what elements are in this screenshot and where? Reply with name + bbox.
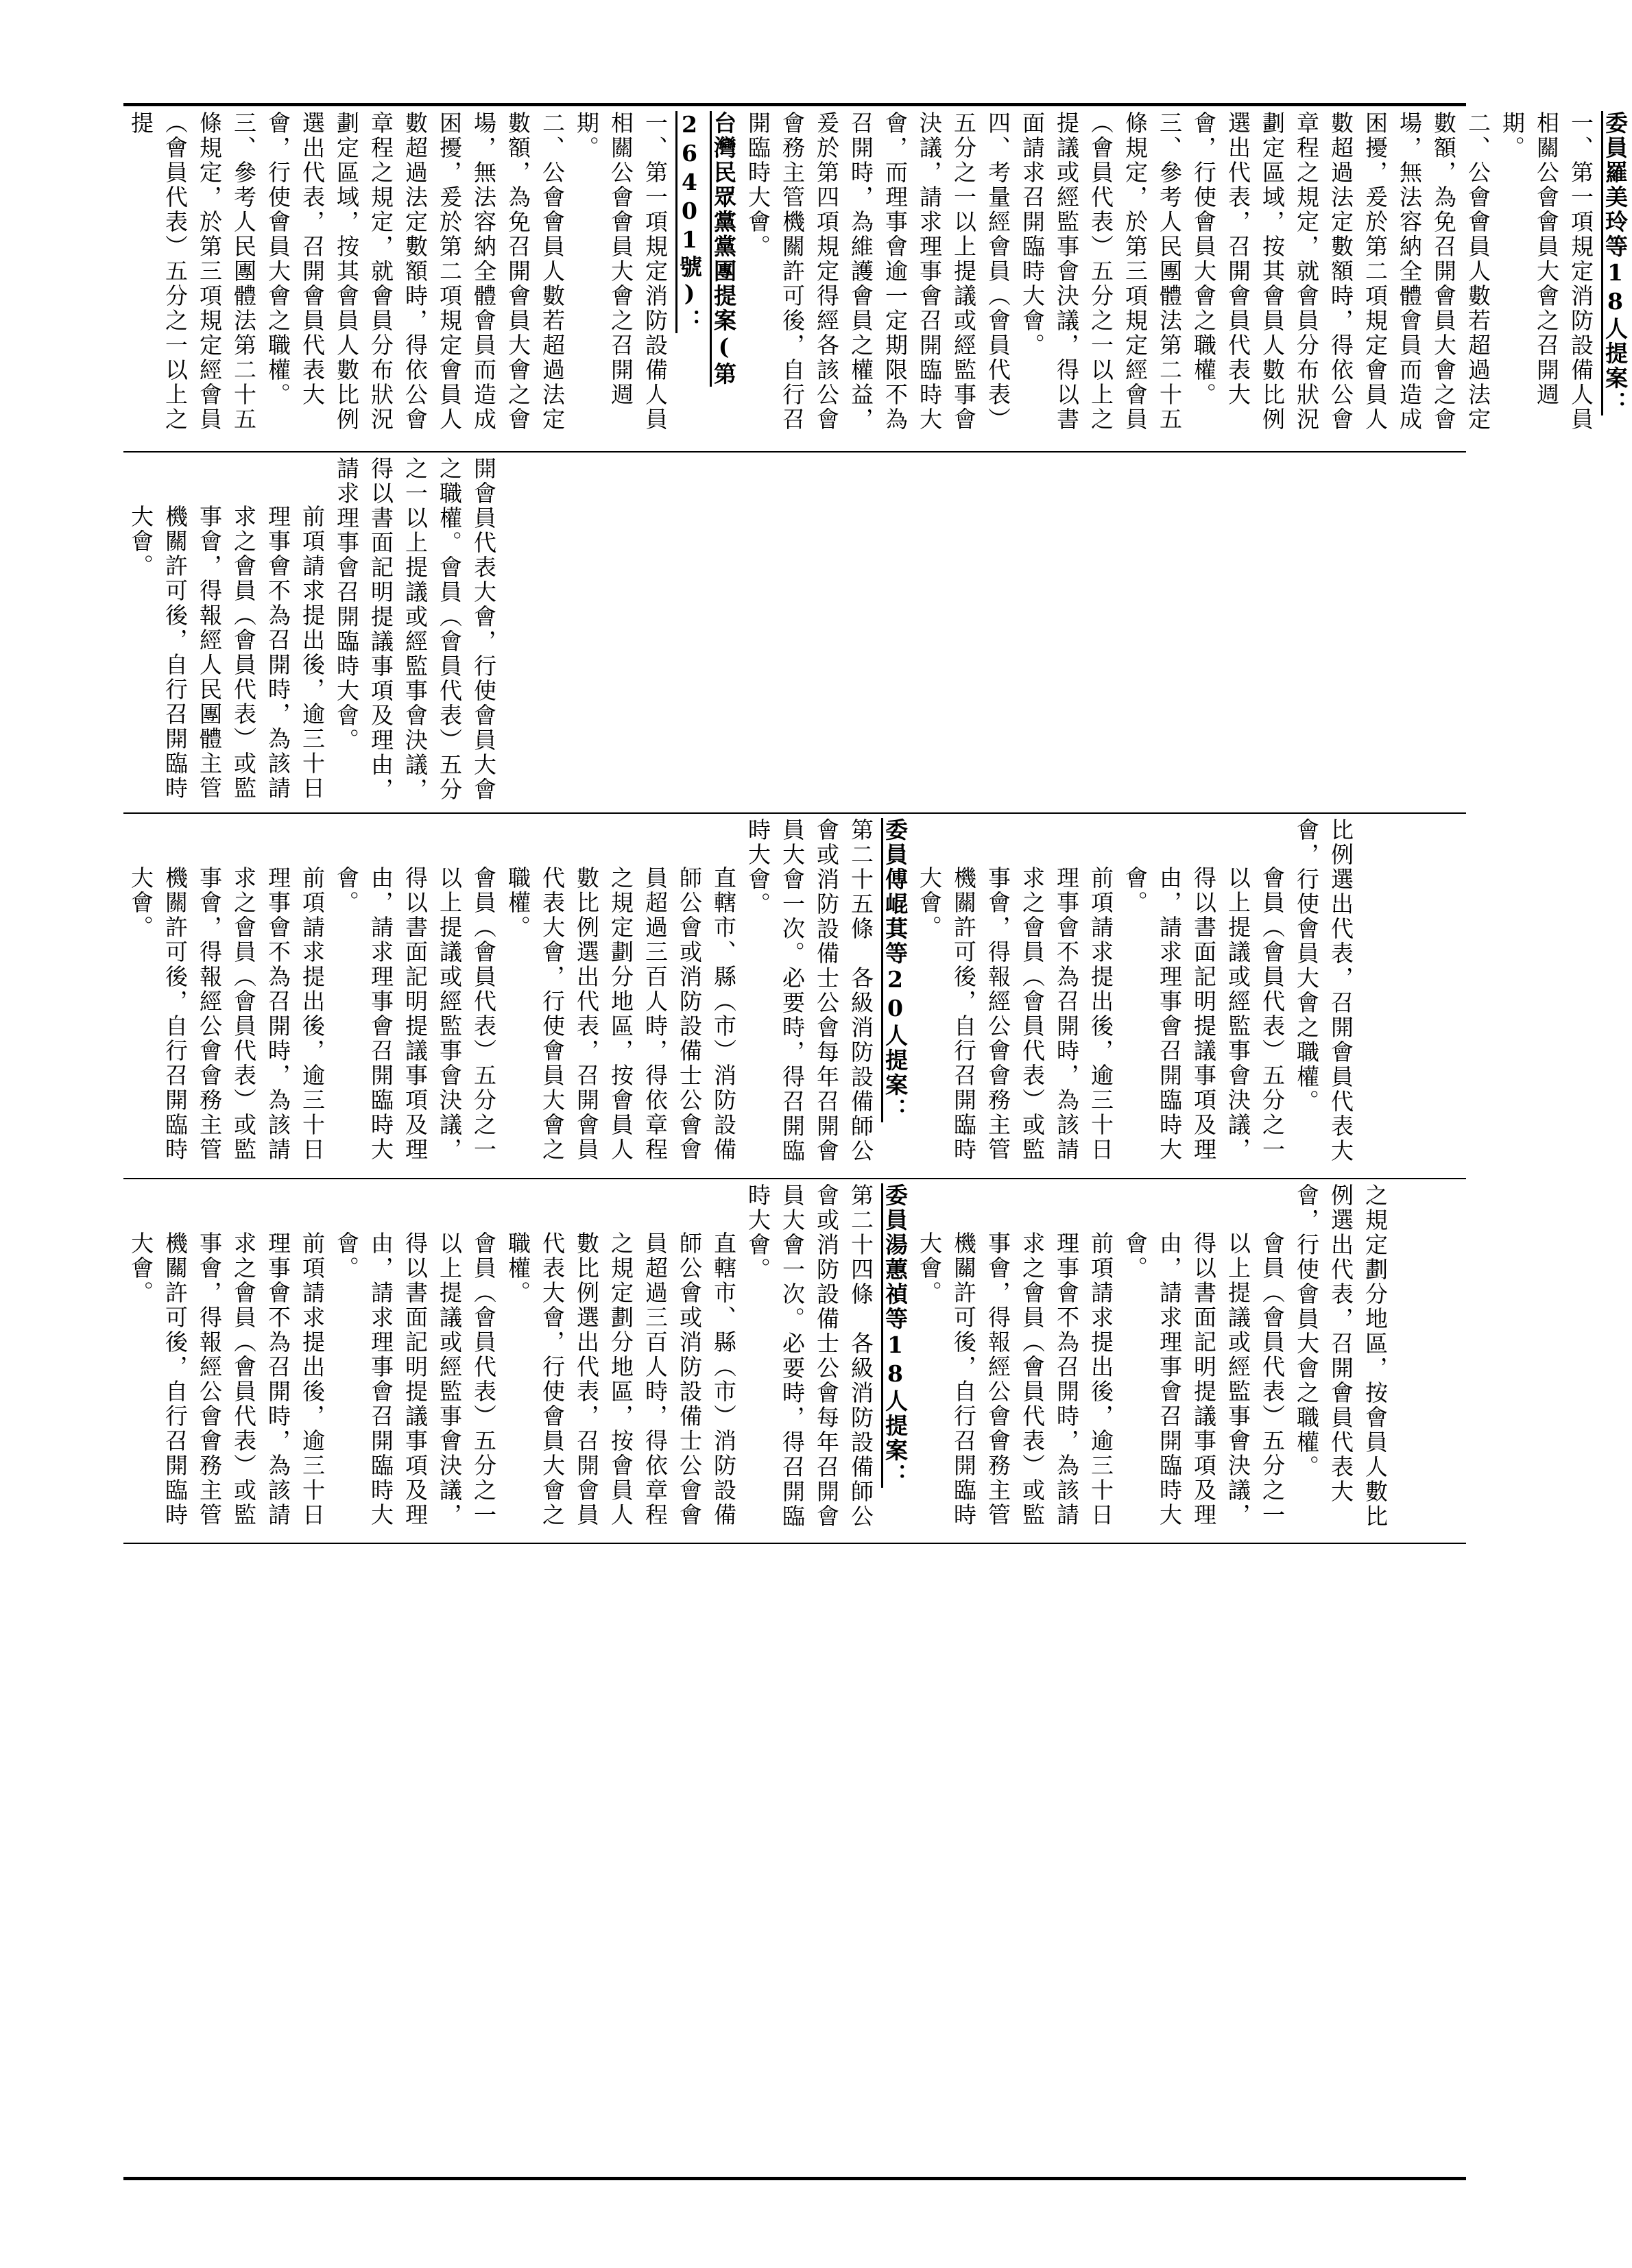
row-divider-1 — [123, 451, 1466, 453]
explanation-text — [123, 111, 1632, 447]
paragraph: 前項請求提出後，逾三十日理事會不為召開時，為該請求之會員（會員代表）或監事會，得報經人民團體主管機關許可後，自行召開臨時大會。 — [128, 505, 326, 801]
paragraph: 直轄市、縣（市）消防設備師公會或消防設備士公會會員超過三百人時，得依章程之規定劃分地區，按會員人數比例選出代表，召開會員代表大會，行使會員大會之職權。 — [505, 1231, 737, 1528]
paragraph: 一、第一項規定消防設備人員相關公會會員大會之召開週期。 — [1499, 111, 1594, 432]
row-divider-2 — [123, 812, 1466, 814]
paragraph: 二、公會會員人數若超過法定數額，為免召開會員大會之會場，無法容納全體會員而造成困擾，爰於第二項規定會員人數超過法定數額時，得依公會章程之規定，就會員分布狀況劃定區域，按其會員人數比例選出代表，召開會員代表大會，行使會員大會之職權。 — [1190, 111, 1491, 432]
current-law-text — [123, 457, 501, 808]
bottom-rule — [123, 2177, 1466, 2180]
proposal-title: 台灣民眾黨黨團提案(第26401號)： — [676, 111, 737, 387]
paragraph: 前項請求提出後，逾三十日理事會不為召開時，為該請求之會員（會員代表）或監事會，得報經公會會務主管機關許可後，自行召開臨時大會。 — [128, 866, 326, 1162]
table-row-current-law — [123, 457, 1466, 808]
row-divider-3 — [123, 1178, 1466, 1179]
paragraph: 會員（會員代表）五分之一以上提議或經監事會決議，得以書面記明提議事項及理由，請求理事會召開臨時大會。 — [1122, 866, 1286, 1162]
paragraph: 二、公會會員人數若超過法定數額，為免召開會員大會之會場，無法容納全體會員而造成困擾，爰於第二項規定會員人數超過法定數額時，得依公會章程之規定，就會員分布狀況劃定區域，按其會員人數比例選出代表，召開會員代表大會，行使會員大會之職權。 — [265, 111, 566, 432]
proposal-a-text — [123, 818, 1358, 1173]
paragraph: 四、考量經會員（會員代表）五分之一以上提議或經監事會決議，請求理事會召開臨時大會，而理事會逾一定期限不為召開時，為維護會員之權益，爰於第四項規定得經各該公會會務主管機關許可後，自行召開臨時大會。 — [745, 111, 1011, 432]
paragraph: 第二十五條 各級消防設備師公會或消防設備士公會每年召開會員大會一次。必要時，得召開臨時大會。 — [745, 818, 874, 1163]
proposal-title: 委員羅美玲等18人提案： — [1602, 111, 1629, 415]
top-rule — [123, 103, 1466, 106]
proposal-title: 委員湯蕙禎等18人提案： — [882, 1183, 909, 1488]
proposal-title: 委員傅崐萁等20人提案： — [882, 818, 909, 1122]
table-row-proposal-b — [123, 1183, 1466, 1539]
paragraph: 第二十四條 各級消防設備師公會或消防設備士公會每年召開會員大會一次。必要時，得召開臨時大會。 — [745, 1183, 874, 1529]
paragraph: 前項請求提出後，逾三十日理事會不為召開時，為該請求之會員（會員代表）或監事會，得報經公會會務主管機關許可後，自行召開臨時大會。 — [916, 866, 1114, 1162]
paragraph: 前項請求提出後，逾三十日理事會不為召開時，為該請求之會員（會員代表）或監事會，得報經公會會務主管機關許可後，自行召開臨時大會。 — [916, 1231, 1114, 1528]
table-row-proposal-a — [123, 818, 1466, 1173]
paragraph: 會員（會員代表）五分之一以上提議或經監事會決議，得以書面記明提議事項及理由，請求理事會召開臨時大會。 — [333, 866, 497, 1162]
paragraph: 會員（會員代表）五分之一以上提議或經監事會決議，得以書面記明提議事項及理由，請求理事會召開臨時大會。 — [333, 1231, 497, 1528]
paragraph: 三、參考人民團體法第二十五條規定，於第三項規定經會員（會員代表）五分之一以上之提議或經監事會決議，得以書面請求召開臨時大會。 — [1019, 111, 1183, 432]
proposal-b-text — [123, 1183, 1392, 1539]
row-divider-4 — [123, 1543, 1466, 1544]
paragraph: 三、參考人民團體法第二十五條規定，於第三項規定經會員（會員代表）五分之一以上之提 — [128, 111, 257, 432]
table-row-explanation — [123, 111, 1629, 447]
paragraph: 直轄市、縣（市）消防設備師公會或消防設備士公會會員超過三百人時，得依章程之規定劃分地區，按會員人數比例選出代表，召開會員代表大會，行使會員大會之職權。 — [505, 866, 737, 1162]
paragraph: 前項請求提出後，逾三十日理事會不為召開時，為該請求之會員（會員代表）或監事會，得報經公會會務主管機關許可後，自行召開臨時大會。 — [128, 1231, 326, 1528]
paragraph: 之規定劃分地區，按會員人數比例選出代表，召開會員代表大會，行使會員大會之職權。 — [1293, 1183, 1389, 1529]
paragraph: 一、第一項規定消防設備人員相關公會會員大會之召開週期。 — [573, 111, 669, 432]
paragraph: 會員（會員代表）五分之一以上提議或經監事會決議，得以書面記明提議事項及理由，請求理事會召開臨時大會。 — [1122, 1231, 1286, 1528]
paragraph: 比例選出代表，召開會員代表大會，行使會員大會之職權。 — [1293, 818, 1354, 1163]
paragraph: 開會員代表大會，行使會員大會之職權。會員（會員代表）五分之一以上提議或經監事會決議，得以書面記明提議事項及理由，請求理事會召開臨時大會。 — [333, 457, 497, 802]
